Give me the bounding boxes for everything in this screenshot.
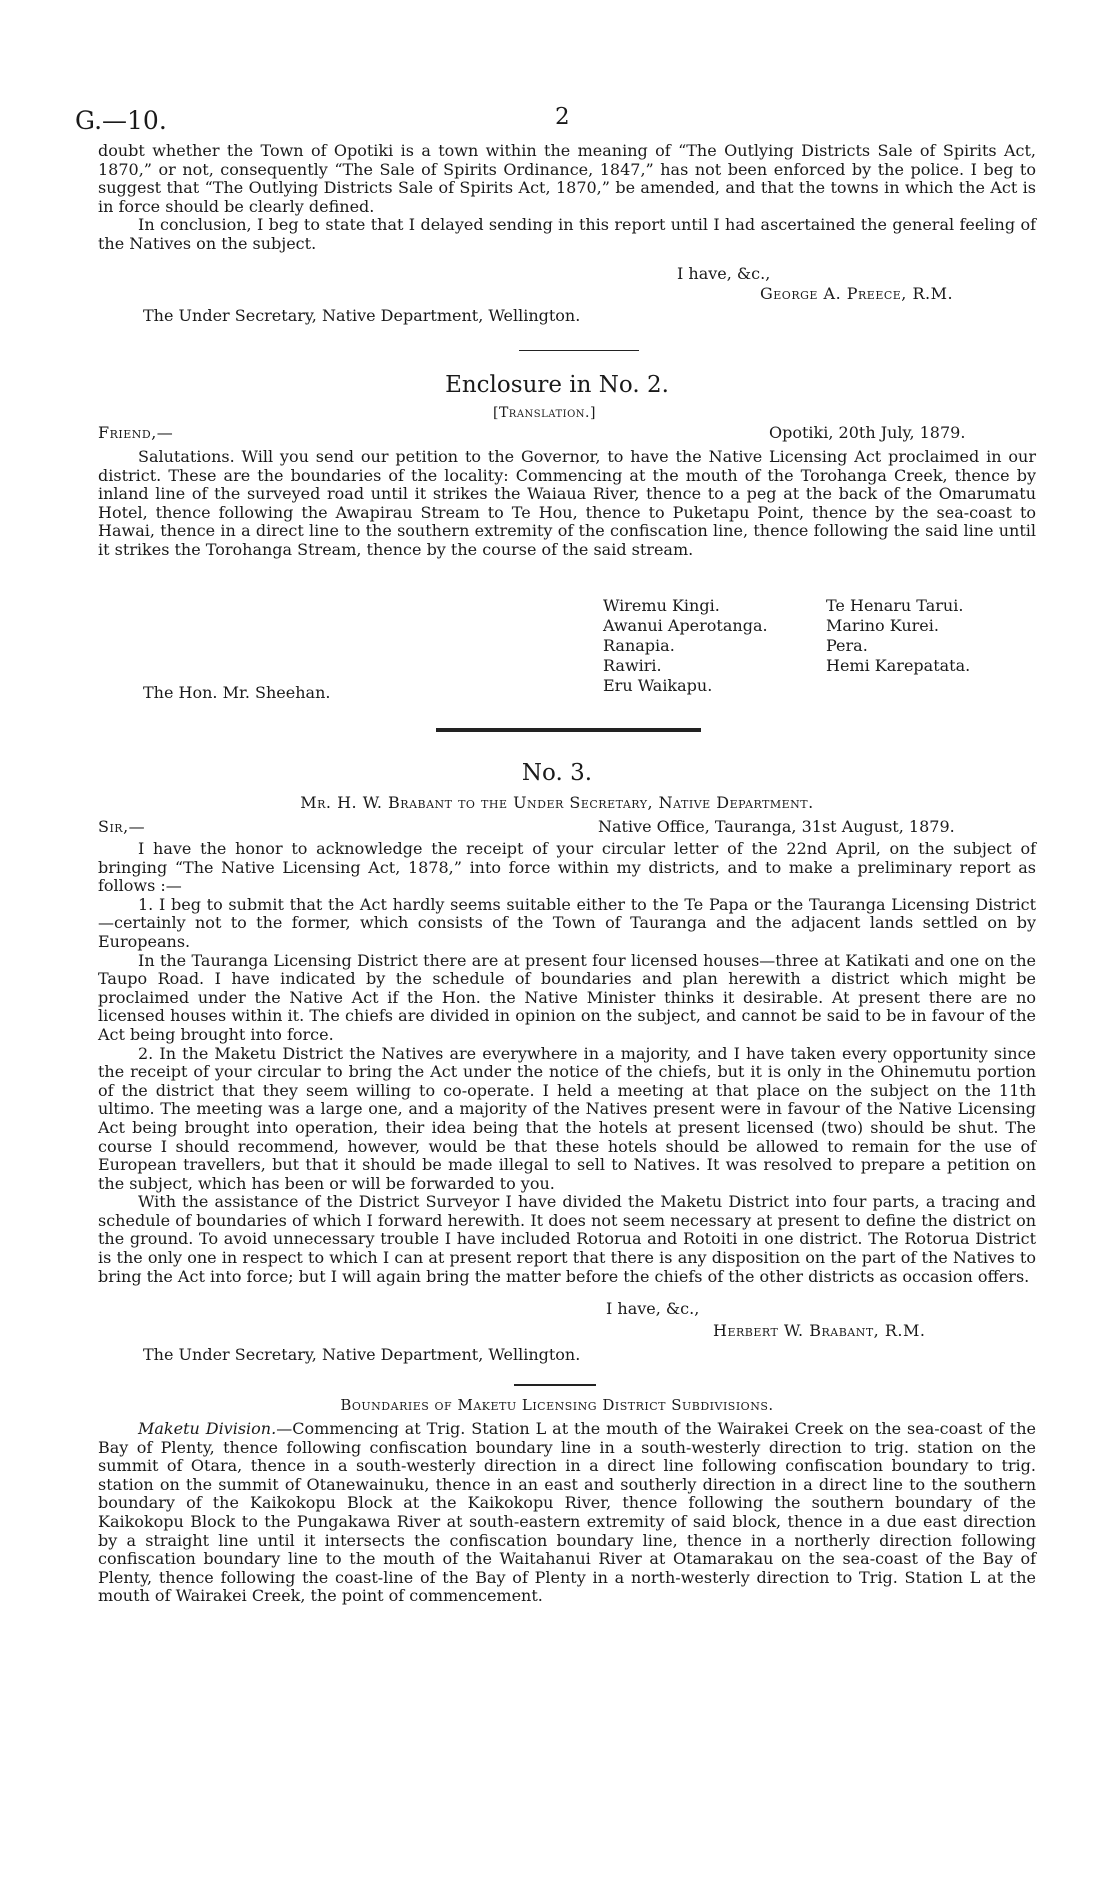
salutation: Friend,— [98, 423, 174, 442]
enclosure-title: Enclosure in No. 2. [445, 372, 669, 398]
signatory: Pera. [826, 636, 868, 655]
paragraph: In the Tauranga Licensing District there are at present four licensed houses—three at Katikati and one on the Taupo Road. I have indicated by the schedule of boundaries and plan herewith a district which might be proclaimed under the Native Act if the Hon. the Native Minister thinks it desirable. At present there are no licensed houses within it. The chiefs are divided in opinion on the subject, and cannot be said to be in favour of the Act being brought into force. [98, 950, 1036, 1044]
place-date: Native Office, Tauranga, 31st August, 1879. [598, 817, 955, 836]
paragraph: 2. In the Maketu District the Natives are everywhere in a majority, and I have taken every opportunity since the receipt of your circular to bring the Act under the notice of the chiefs, but it is only in the Ohinemutu portion of the district that they seem willing to co-operate. I held a meeting at that place on the subject on the 11th ultimo. The meeting was a large one, and a majority of the Natives present were in favour of the Native Licensing Act being brought into operation, their idea being that the hotels at present licensed (two) should be shut. The course I should recommend, however, would be that these hotels should be allowed to remain for the use of European travellers, but that it should be made illegal to sell to Natives. It was resolved to prepare a petition on the subject, which has been or will be forwarded to you. [98, 1043, 1036, 1193]
signatories-column-2 [826, 596, 970, 676]
divider [519, 350, 639, 351]
signatory: Te Henaru Tarui. [826, 596, 964, 615]
signatory: Wiremu Kingi. [603, 596, 720, 615]
boundaries-body [98, 1420, 1036, 1606]
signatory: Rawiri. [603, 656, 662, 675]
place-date: Opotiki, 20th July, 1879. [769, 423, 966, 442]
signatory: Awanui Aperotanga. [603, 616, 768, 635]
paragraph: I have the honor to acknowledge the receipt of your circular letter of the 22nd April, on the subject of bringing “The Native Licensing Act, 1878,” into force within my districts, and to make a preliminary report as follows :— [98, 839, 1036, 896]
salutation: Sir,— [98, 817, 146, 836]
paragraph: 1. I beg to submit that the Act hardly seems suitable either to the Te Papa or the Tauranga Licensing District—certainly not to the former, which consists of the Town of Tauranga and the adjacent lands settled on by Europeans. [98, 894, 1036, 951]
signatory: Ranapia. [603, 636, 675, 655]
signatory: Hemi Karepatata. [826, 656, 971, 675]
signature: George A. Preece, R.M. [760, 284, 954, 303]
addressee: The Hon. Mr. Sheehan. [143, 683, 331, 702]
signature: Herbert W. Brabant, R.M. [713, 1321, 926, 1340]
page-number: 2 [555, 104, 570, 130]
paragraph: With the assistance of the District Surveyor I have divided the Maketu District into four parts, a tracing and schedule of boundaries of which I forward herewith. It does not seem necessary at present to define the district on the ground. To avoid unnecessary trouble I have included Rotorua and Rotoiti in one district. The Rotorua District is the only one in respect to which I can at present report that there is any disposition on the part of the Natives to bring the Act into force; but I will again bring the matter before the chiefs of the other districts as occasion offers. [98, 1192, 1036, 1286]
boundaries-title: Boundaries of Maketu Licensing District Subdivisions. [340, 1396, 774, 1414]
paragraph [98, 1420, 1036, 1606]
division-label: Maketu Division. [138, 1419, 277, 1438]
paragraph: Salutations. Will you send our petition to the Governor, to have the Native Licensing Act proclaimed in our district. These are the boundaries of the locality: Commencing at the mouth of the Torohanga Creek, thence by inland line of the surveyed road until it strikes the Waiaua River, thence to a peg at the back of the Omarumatu Hotel, thence following the Awapirau Stream to Te Hou, thence to Puketapu Point, thence by the sea-coast to Hawai, thence in a direct line to the southern extremity of the confiscation line, thence following the said line until it strikes the Torohanga Stream, thence by the course of the said stream. [98, 447, 1036, 559]
petition-body [98, 448, 1036, 560]
paragraph: In conclusion, I beg to state that I delayed sending in this report until I had ascertained the general feeling of the Natives on the subject. [98, 215, 1036, 253]
addressee: The Under Secretary, Native Department, Wellington. [143, 306, 581, 325]
signatories-column-1 [603, 596, 768, 696]
series-code: G.—10. [75, 106, 167, 135]
letter-heading: Mr. H. W. Brabant to the Under Secretary, Native Department. [300, 793, 814, 812]
paragraph: doubt whether the Town of Opotiki is a town within the meaning of “The Outlying Districts Sale of Spirits Act, 1870,” or not, consequently “The Sale of Spirits Ordinance, 1847,” has not been enforced by the police. I beg to suggest that “The Outlying Districts Sale of Spirits Act, 1870,” be amended, and that the towns in which the Act is in force should be clearly defined. [98, 141, 1036, 216]
letter-body [98, 840, 1036, 1286]
boundary-description: —Commencing at Trig. Station L at the mouth of the Wairakei Creek on the sea-coast of the Bay of Plenty, thence following confiscation boundary line in a south-westerly direction to trig. station on the summit of Otara, thence in a south-westerly direction in a direct line following confiscation boundary to trig. station on the summit of Otanewainuku, thence in an east and southerly direction in a direct line to the southern boundary of the Kaikokopu Block at the Kaikokopu River, thence following the southern boundary of the Kaikokopu Block to the Pungakawa River at south-eastern extremity of said block, thence in a due east direction by a straight line until it intersects the confiscation boundary line, thence in a northerly direction following confiscation boundary line to the mouth of the Waitahanui River at Otamarakau on the sea-coast of the Bay of Plenty, thence following the coast-line of the Bay of Plenty in a north-westerly direction to Trig. Station L at the mouth of Wairakei Creek, the point of commencement. [98, 1419, 1037, 1606]
closing: I have, &c., [677, 264, 771, 283]
signatory: Eru Waikapu. [603, 676, 713, 695]
report-continuation [98, 142, 1036, 254]
section-divider [436, 728, 701, 732]
signatory: Marino Kurei. [826, 616, 939, 635]
divider [514, 1384, 596, 1386]
translation-label: [Translation.] [493, 405, 596, 421]
closing: I have, &c., [606, 1299, 700, 1318]
section-title: No. 3. [521, 760, 593, 786]
addressee: The Under Secretary, Native Department, Wellington. [143, 1345, 581, 1364]
